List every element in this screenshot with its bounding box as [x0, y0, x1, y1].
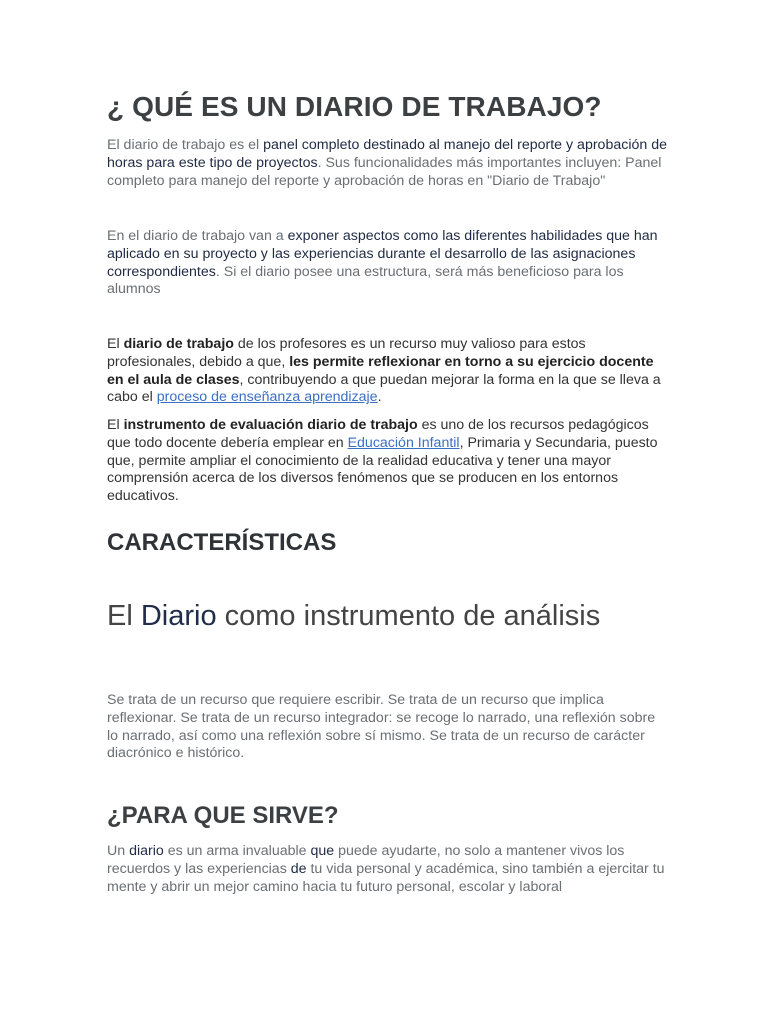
text-run: tu vida personal y académica, sino también a ejercitar tu mente y abrir un mejor camino hacia tu futuro personal, escolar y laboral	[107, 860, 665, 895]
paragraph-teachers	[107, 336, 667, 407]
text-run: .	[377, 389, 382, 406]
text-run: El	[107, 336, 124, 352]
text-run: de los profesores es un recurso muy valioso para estos profesionales, debido a que,	[107, 336, 586, 370]
paragraph-definition	[107, 137, 667, 190]
text-run: como instrumento de análisis	[216, 600, 601, 632]
page-title: ¿ QUÉ ES UN DIARIO DE TRABAJO?	[107, 91, 602, 122]
bold-text: diario de trabajo	[123, 336, 234, 352]
text-run: . Si el diario posee una estructura, será más beneficioso para los alumnos	[107, 263, 624, 298]
bold-text: les permite reflexionar en torno a su ejercicio docente en el aula de clases	[107, 353, 654, 388]
text-run: En el diario de trabajo van a	[107, 228, 288, 244]
text-run: . Sus funcionalidades más importantes incluyen: Panel completo para manejo del reporte y aprobación de horas en "Diario de Trabajo"	[107, 154, 662, 189]
paragraph-characteristics: Se trata de un recurso que requiere escribir. Se trata de un recurso que implica reflexionar. Se trata de un recurso integrador: se recoge lo narrado, una reflexión sobre lo narrado, así como una reflexión sobre sí mismo. Se trata de un recurso de carácter diacrónico e histórico.	[107, 692, 656, 762]
paragraph-purpose	[107, 843, 667, 896]
highlighted-text: exponer aspectos como las diferentes habilidades que han aplicado en su proyecto y las experiencias durante el desarrollo de las asignaciones correspondientes	[107, 228, 658, 280]
text-run: , Primaria y Secundaria, puesto que, permite ampliar el conocimiento de la realidad educativa y tener una mayor comprensión acerca de los diversos fenómenos que se producen en los entornos educativos.	[107, 434, 658, 505]
highlighted-text: Diario	[140, 600, 217, 632]
highlighted-text: panel completo destinado al manejo del reporte y aprobación de horas para este tipo de proyectos	[107, 137, 667, 171]
text-run: El	[107, 417, 124, 433]
text-run: , contribuyendo a que puedan mejorar la forma en la que se lleva a cabo el	[107, 371, 661, 406]
text-run: Un	[107, 843, 130, 859]
text-run: es un arma invaluable	[163, 843, 311, 859]
text-run: es uno de los recursos pedagógicos que todo docente debería emplear en	[107, 417, 649, 451]
link-proceso-ensenanza[interactable]: proceso de enseñanza aprendizaje	[156, 389, 378, 406]
highlighted-text: diario	[129, 843, 164, 859]
text-run: El	[107, 600, 141, 632]
paragraph-instrument	[107, 417, 667, 506]
highlighted-text: de	[290, 860, 307, 877]
section-heading-caracteristicas: CARACTERÍSTICAS	[107, 529, 337, 556]
text-run: El diario de trabajo es el	[107, 137, 264, 153]
paragraph-content	[107, 228, 667, 299]
text-run: puede ayudarte, no solo a mantener vivos los recuerdos y las experiencias	[107, 843, 625, 877]
section-heading-para-que-sirve: ¿PARA QUE SIRVE?	[107, 802, 339, 829]
section-subheading-diario	[107, 596, 627, 636]
link-educacion-infantil[interactable]: Educación Infantil	[347, 434, 460, 451]
highlighted-text: que	[310, 843, 335, 859]
bold-text: instrumento de evaluación diario de trabajo	[123, 417, 418, 433]
